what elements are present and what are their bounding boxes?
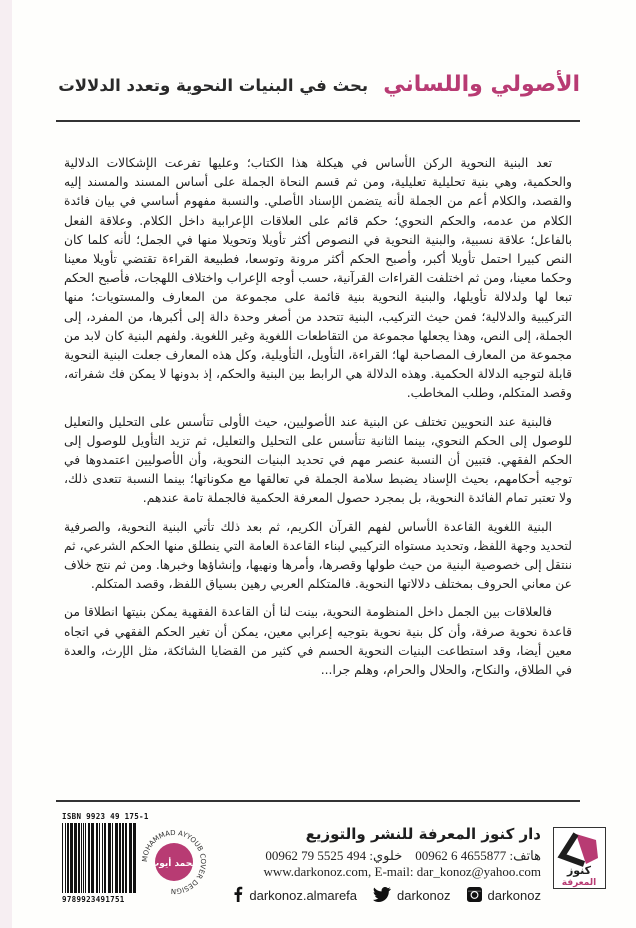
blurb-paragraph: فالعلاقات بين الجمل داخل المنظومة النحوية، بينت لنا أن القاعدة الفقهية يمكن بنيتها انطلاقا من قاعدة نحوية صرفة، وأن كل بنية نحوية بتوجيه إعرابي معين، يمكن أن تغير الحكم الفقهي في اتجاه معين أيضا، وقد استطاعت البنيات النحوية الحسم في كثير من القضايا الشائكة، مثل الإرث، والعدة في الطلاق، والنكاح، والحلال والحرام، وهلم جرا... (64, 605, 572, 678)
facebook-icon (233, 886, 243, 905)
facebook-link[interactable] (233, 886, 357, 905)
social-links (161, 886, 541, 905)
isbn-label: ISBN 9923 49 175-1 (62, 812, 149, 821)
phone-number: 00962 6 4655877 (415, 848, 507, 863)
publisher-web-email: www.darkonoz.com, E-mail: dar_konoz@yahoo.com (263, 864, 541, 879)
twitter-handle: darkonoz (397, 888, 451, 903)
barcode-bar (136, 823, 137, 893)
logo-text-top: كنوز (566, 864, 592, 877)
blurb-paragraph: فالبنية عند النحويين تختلف عن البنية عند الأصوليين، حيث الأولى تتأسس على التحليل والتعليل للوصول إلى الحكم النحوي، بينما الثانية تتأسس على التحليل والتعليل، ثم تزيد التأويل للوصول إلى الحكم الفقهي. فتبين أن النسبة عنصر مهم في تحديد البنيات النحوية، وأن الأصوليين اعتمدوها في توجيه أحكامهم، بحيث الإسناد يضبط سلامة الجملة في تعالقها مع مكوناتها؛ بينما النسبة تتعدى ذلك، ولا تعتبر تمام الفائدة النحوية، بل بمجرد حصول المعرفة الحكمية فالجملة تامة عندهم. (64, 414, 572, 506)
barcode-digits: 9789923491751 (62, 895, 125, 904)
header-divider (56, 120, 580, 122)
back-cover-blurb (64, 154, 572, 689)
instagram-handle: darkonoz (487, 888, 541, 903)
footer-divider (56, 800, 580, 802)
barcode-bars (62, 823, 138, 893)
twitter-icon (373, 887, 391, 905)
publisher-info (161, 824, 541, 905)
designer-center-text: محمد أيوب (150, 859, 198, 869)
blurb-paragraph: تعد البنية النحوية الركن الأساس في هيكلة هذا الكتاب؛ وعليها تفرعت الإشكالات الدلالية والحكمية، وهي بنية تحليلية تعليلية، ومن ثم قسم النحاة الجملة على أساس المسند والمسند إليه والقصد، والكلام أعم من الجملة لأنه يتضمن الإسناد الأصلي. والنسبة مفهوم أساسي في بيان فائدة الكلام من عدمه، والحكم النحوي؛ حكم قائم على العلاقات الإعرابية داخل الكلام. وعلاقة الفعل بالفاعل؛ علاقة نسبية، والبنية النحوية في النصوص أكثر تأويلا وتحويلا منها في الجمل؛ لأنه كلما كان النص كبيرا احتمل تأويلا أكبر، وأصبح الحكم أكثر مرونة وتوسعا، فطبيعة القراءة تقتضي تأويلا معينا وحكما معينا، ومن ثم اختلفت القراءات القرآنية، حسب أوجه الإعراب واختلاف اللهجات، فأصبح الحكم تبعا لها ولدلالة تأويلها، والبنية النحوية بنية قائمة على مجموعة من المعارف والمستويات؛ منها التركيبية والدلالية؛ فمن حيث التركيب، البنية تتحدد من أصغر وحدة دالة إلى أكبرها، من المفرد، إلى الجملة، إلى النص، وهذا يجعلها مجموعة من التقاطعات اللغوية وغير اللغوية. ولفهم البنية كان لابد من مجموعة من المعارف المصاحبة لها؛ القراءة، التأويل، التأويلية، وكل هذه المعارف جعلت البنية النحوية قابلة لتوجيه الدلالة الحكمية. وهذه الدلالة هي الرابط بين البنية والحكم، إذ بدونها لا يمكن فك شفراته، وقصد المتكلم، وطلب المخاطب. (64, 156, 572, 401)
instagram-link[interactable] (467, 887, 541, 905)
designer-ring-text: MOHAMMAD AYYOUB COVER DESIGN (140, 828, 208, 896)
konoz-logo-icon (554, 828, 605, 888)
blurb-paragraph: البنية اللغوية القاعدة الأساس لفهم القرآن الكريم، ثم بعد ذلك تأتي البنية النحوية، والصرفية لتحديد وجهة اللفظ، وتحديد مستواه التركيبي لبناء القاعدة العامة التي ينطلق منها الحكم الشرعي، ثم ننتقل إلى خصوصية البنية من حيث طولها وقصرها، وأمرها ونهيها، وإنشاؤها وخبرها. ومن ثم نتج خلاف عن معاني الحروف بمختلف دلالاتها النحوية. فالمتكلم العربي رهين بسياق اللفظ، وقصد المتكلم. (64, 519, 572, 592)
twitter-link[interactable] (373, 887, 450, 905)
spine-edge (0, 0, 12, 928)
publisher-phones (161, 848, 541, 864)
mobile-number: 00962 79 5525 494 (265, 848, 367, 863)
logo-text-bottom: المعرفة (561, 878, 597, 888)
instagram-icon (467, 887, 482, 905)
book-subtitle: بحث في البنيات النحوية وتعدد الدلالات (58, 76, 369, 95)
book-header (56, 72, 580, 97)
publisher-logo (553, 827, 606, 889)
book-title: الأصولي واللساني (383, 72, 580, 97)
publisher-name: دار كنوز المعرفة للنشر والتوزيع (305, 825, 541, 843)
phone-label: هاتف: (509, 848, 541, 863)
facebook-handle: darkonoz.almarefa (249, 888, 358, 903)
mobile-label: خلوي: (369, 848, 403, 863)
isbn-barcode (62, 812, 149, 916)
